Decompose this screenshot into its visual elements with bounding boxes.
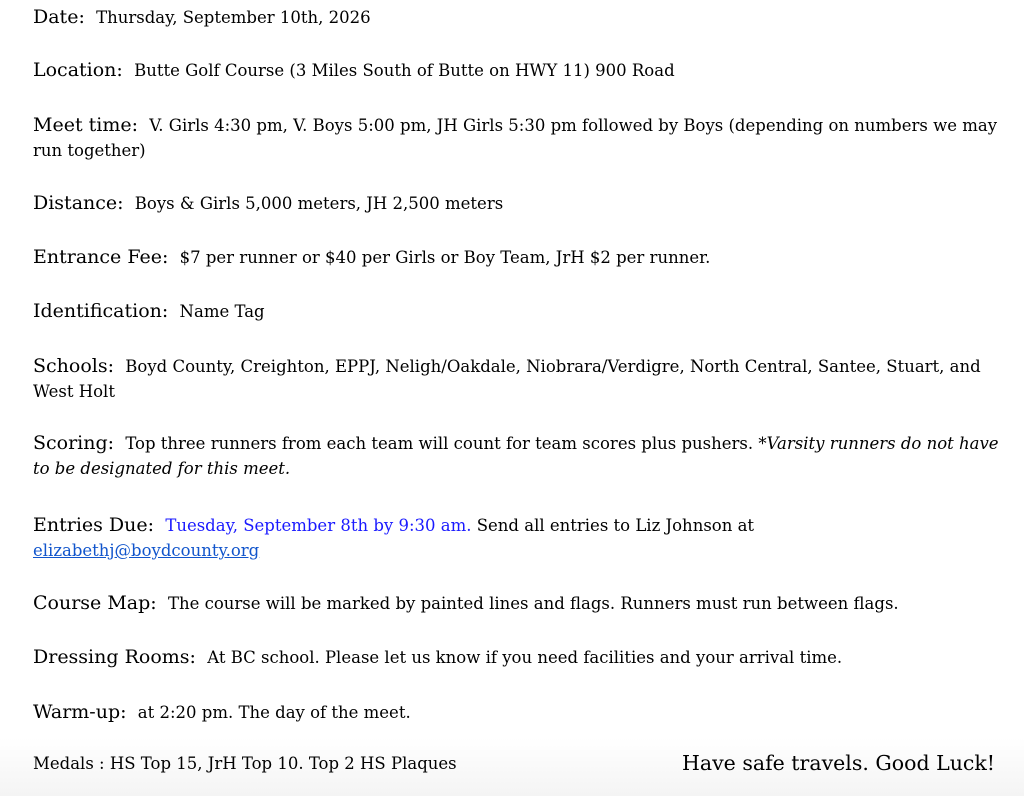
entries-due-row — [33, 513, 1008, 563]
distance-row — [33, 191, 1008, 216]
course-map-row — [33, 591, 1008, 616]
identification-value: Name Tag — [179, 302, 265, 321]
location-value: Butte Golf Course (3 Miles South of Butte on HWY 11) 900 Road — [134, 61, 675, 80]
meet-time-value: V. Girls 4:30 pm, V. Boys 5:00 pm, JH Girls 5:30 pm followed by Boys (depending on numbers we may run together) — [33, 116, 998, 160]
location-label: Location: — [33, 59, 123, 81]
warm-up-value: at 2:20 pm. The day of the meet. — [137, 703, 411, 722]
medals-text: Medals : HS Top 15, JrH Top 10. Top 2 HS Plaques — [33, 754, 457, 773]
dressing-rooms-label: Dressing Rooms: — [33, 646, 196, 668]
course-map-label: Course Map: — [33, 592, 157, 614]
entries-due-label: Entries Due: — [33, 514, 155, 536]
date-value: Thursday, September 10th, 2026 — [96, 8, 371, 27]
schools-label: Schools: — [33, 355, 115, 377]
entrance-fee-row — [33, 245, 1008, 270]
schools-row — [33, 354, 1008, 404]
warm-up-label: Warm-up: — [33, 701, 127, 723]
identification-row — [33, 299, 1008, 324]
meet-time-label: Meet time: — [33, 114, 138, 136]
location-row — [33, 58, 1008, 83]
date-row — [33, 5, 1008, 30]
warm-up-row — [33, 700, 1008, 725]
distance-value: Boys & Girls 5,000 meters, JH 2,500 meters — [134, 194, 504, 213]
entries-deadline: Tuesday, September 8th by 9:30 am. — [165, 516, 472, 535]
dressing-rooms-row — [33, 645, 1008, 670]
scoring-row — [33, 431, 1008, 481]
entrance-fee-value: $7 per runner or $40 per Girls or Boy Team, JrH $2 per runner. — [179, 248, 711, 267]
closing-message: Have safe travels. Good Luck! — [682, 751, 996, 775]
identification-label: Identification: — [33, 300, 169, 322]
schools-value: Boyd County, Creighton, EPPJ, Neligh/Oakdale, Niobrara/Verdigre, North Central, Santee, Stuart, and West Holt — [33, 357, 981, 401]
scoring-note: Varsity runners do not have to be designated for this meet. — [33, 434, 999, 478]
entries-email-link[interactable]: elizabethj@boydcounty.org — [33, 541, 260, 560]
entrance-fee-label: Entrance Fee: — [33, 246, 169, 268]
scoring-value: Top three runners from each team will count for team scores plus pushers. * — [125, 434, 767, 453]
course-map-value: The course will be marked by painted lines and flags. Runners must run between flags. — [167, 594, 899, 613]
dressing-rooms-value: At BC school. Please let us know if you need facilities and your arrival time. — [207, 648, 843, 667]
date-label: Date: — [33, 6, 85, 28]
entries-due-value: Send all entries to Liz Johnson at — [471, 516, 755, 535]
meet-time-row — [33, 113, 1008, 163]
scoring-label: Scoring: — [33, 432, 115, 454]
distance-label: Distance: — [33, 192, 124, 214]
